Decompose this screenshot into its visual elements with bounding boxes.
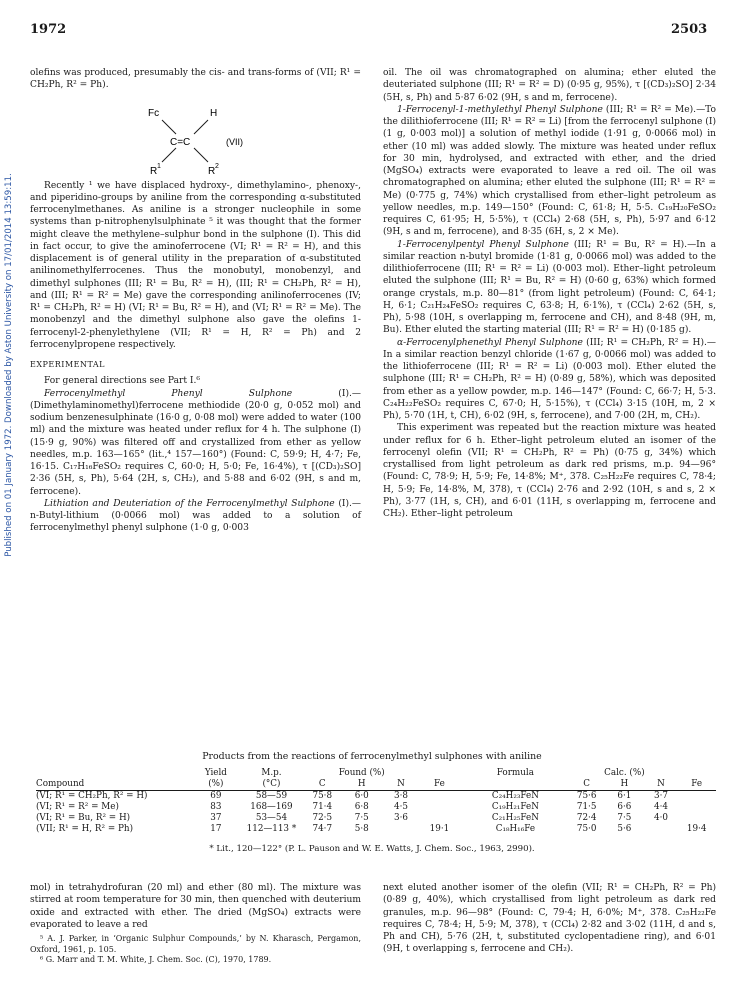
header-cell: Fe xyxy=(691,779,703,789)
download-notice xyxy=(0,150,18,580)
data-cell: C₂₁H₂₅FeN xyxy=(491,813,539,823)
data-cell: 75·0 xyxy=(576,824,597,834)
footnote: ⁵ A. J. Parker, in ‘Organic Sulphur Compounds,’ by N. Kharasch, Pergamon, Oxford, 1961, p. 105. xyxy=(30,934,361,954)
data-cell: 3·7 xyxy=(653,791,668,801)
header-cell: Yield xyxy=(204,768,227,778)
data-cell: 4·0 xyxy=(653,813,668,823)
paragraph-body: (III; R¹ = R² = Me).—To the dilithioferrocene (III; R¹ = R² = Li) [from the ferrocenyl sulphone (I) (1 g, 0·003 mol)] a solution of methyl iodide (1·91 g, 0·0066 mol) in ether (10 ml) was added slowly. The mixture was heated under reflux for 30 min, hydrolysed, and extracted with ether, and the dried (MgSO₄) extracts were evaporated to leave a red oil. The oil was chromatographed on alumina; ether eluted the sulphone (III; R¹ = R² = Me) (0·775 g, 74%) which crystallised from ether–light petroleum as yellow needles, m.p. 149—150° (Found: C, 61·8; H, 5·5. C₁₉H₂₀FeSO₂ requires C, 61·95; H, 5·5%), τ (CCl₄) 2·68 (5H, s, Ph), 5·97 and 6·12 (9H, s and m, ferrocene), and 8·35 (6H, s, 2 × Me). xyxy=(383,104,716,238)
data-cell xyxy=(417,802,461,813)
paragraph: mol) in tetrahydrofuran (20 ml) and ether (80 ml). The mixture was stirred at room temperature for 30 min, then quenched with deuterium oxide and extracted with ether. The dried (MgSO₄) extracts were evaporated to leave a red xyxy=(30,883,361,930)
data-cell: C₁₉H₂₁FeN xyxy=(491,802,539,812)
table-header-row xyxy=(36,768,716,779)
data-cell: 72·5 xyxy=(312,813,333,823)
header-cell xyxy=(677,768,716,779)
paragraph-title: 1-Ferrocenylpentyl Phenyl Sulphone xyxy=(397,239,569,250)
double-bond-label: C=C xyxy=(170,136,191,148)
bond-line xyxy=(162,148,176,162)
paragraph-body: (I).—n-Butyl-lithium (0·0066 mol) was added to a solution of ferrocenylmethyl phenyl sulphone (1·0 g, 0·003 xyxy=(30,498,361,534)
download-notice-text: Published on 01 January 1972. Downloaded by Aston University on 17/01/2014 13:59:11. xyxy=(4,173,14,557)
compound-label: (VII) xyxy=(226,136,243,147)
table-footnote: * Lit., 120—122° (P. L. Pauson and W. E. Watts, J. Chem. Soc., 1963, 2990). xyxy=(209,844,535,854)
h-label: H xyxy=(210,107,218,119)
table-row xyxy=(36,824,716,835)
data-cell: 7·5 xyxy=(617,813,632,823)
data-cell: C₁₈H₁₆Fe xyxy=(495,824,536,834)
header-cell: Calc. (%) xyxy=(604,768,645,778)
data-cell: 69 xyxy=(210,791,222,801)
paragraph: Recently ¹ we have displaced hydroxy-, dimethylamino-, phenoxy-, and piperidino-groups by aniline from the corresponding α-substituted ferrocenylmethanes. As aniline is a stronger nucleophile in some systems than p-nitrophenylsulphinate ⁵ it was thought that the former might cleave the methylene–sulphur bond in the sulphone (I). This did in fact occur, to give the aminoferrocene (VI; R¹ = R² = H), and this displacement is of general utility in the preparation of α-substituted anilinomethylferrocenes. Thus the monobutyl, monobenzyl, and dimethyl sulphones (III; R¹ = Bu, R² = H), (III; R¹ = CH₂Ph, R² = H), and (III; R¹ = R² = Me) gave the corresponding anilinoferrocenes (IV; R¹ = CH₂Ph, R² = H) (VI; R¹ = Bu, R² = H), and (VI; R¹ = R² = Me). The monobenzyl and the dimethyl sulphone also gave the olefins 1-ferrocenyl-2-phenylethylene (VII; R¹ = H, R² = Ph) and 2 ferrocenylpropene respectively. xyxy=(30,180,361,350)
header-cell: C xyxy=(318,779,326,789)
data-cell: 72·4 xyxy=(576,813,597,823)
data-cell: 7·5 xyxy=(354,813,369,823)
table-title: Products from the reactions of ferrocenylmethyl sulphones with aniline xyxy=(202,751,542,762)
data-cell: 4·4 xyxy=(653,802,668,812)
section-heading: EXPERIMENTAL xyxy=(30,360,105,369)
r1-label: R xyxy=(150,165,158,177)
paragraph xyxy=(30,498,361,535)
data-cell: 17 xyxy=(210,824,222,834)
data-cell: C₂₄H₂₃FeN xyxy=(491,791,539,801)
bottom-left-column xyxy=(30,882,361,931)
r2-label: R xyxy=(208,165,216,177)
data-cell: 6·6 xyxy=(617,802,632,812)
header-cell: C xyxy=(583,779,591,789)
header-cell xyxy=(417,768,461,779)
table-header-row xyxy=(36,779,716,791)
footnotes xyxy=(30,934,361,966)
paragraph xyxy=(383,104,716,239)
header-cell xyxy=(645,768,678,779)
bond-line xyxy=(194,120,208,134)
data-compound-cell: (VI; R¹ = Bu, R² = H) xyxy=(36,813,131,823)
fc-label: Fc xyxy=(148,107,160,119)
paragraph: This experiment was repeated but the reaction mixture was heated under reflux for 6 h. Ether–light petroleum eluted an isomer of the ferrocenyl olefin (VII; R¹ = CH₂Ph, R² = Ph) (0·75 g, 34%) which crystallised from light petroleum as dark red prisms, m.p. 94—96° (Found: C, 78·9; H, 5·9; Fe, 14·8%; M⁺, 378. C₂₅H₂₂Fe requires C, 78·4; H, 5·9; Fe, 14·8%, M, 378), τ (CCl₄) 2·76 and 2·92 (10H, s and s, 2 × Ph), 3·77 (1H, s, CH), and 6·01 (11H, s overlapping m, ferrocene and CH₂). Ether–light petroleum xyxy=(383,423,716,519)
data-cell: 4·5 xyxy=(394,802,409,812)
header-compound-cell xyxy=(36,768,195,779)
bottom-right-column xyxy=(383,882,716,956)
data-compound-cell: (VII; R¹ = H, R² = Ph) xyxy=(36,824,134,834)
table-row xyxy=(36,791,716,803)
paragraph xyxy=(383,337,716,423)
header-cell: (°C) xyxy=(262,779,281,789)
data-cell xyxy=(677,802,716,813)
data-cell: 71·5 xyxy=(576,802,597,812)
paragraph: olefins was produced, presumably the cis- and trans-forms of (VII; R¹ = CH₂Ph, R² = Ph). xyxy=(30,68,361,91)
header-cell xyxy=(569,768,604,779)
header-cell: Found (%) xyxy=(338,768,385,778)
header-cell xyxy=(385,768,418,779)
paragraph: oil. The oil was chromatographed on alumina; ether eluted the deuteriated sulphone (III; R¹ = R² = D) (0·95 g, 95%), τ [(CD₃)₂SO] 2·34 (5H, s, Ph) and 5·87 6·02 (9H, s and m, ferrocene). xyxy=(383,68,716,103)
paragraph-body: (I).—(Dimethylaminomethyl)ferrocene methiodide (20·0 g, 0·052 mol) and sodium benzenesulphinate (16·0 g, 0·08 mol) were added to water (100 ml) and the mixture was heated under reflux for 4 h. The sulphone (I) (15·9 g, 90%) was filtered off and crystallized from ether as yellow needles, m.p. 163—165° (lit.,⁴ 157—160°) (Found: C, 59·9; H, 4·7; Fe, 16·15. C₁₇H₁₆FeSO₂ requires C, 60·0; H, 5·0; Fe, 16·4%), τ [(CD₃)₂SO] 2·36 (5H, s, Ph), 5·64 (2H, s, CH₂), and 5·88 and 6·02 (9H, s and m, ferrocene). xyxy=(30,388,361,497)
data-cell: 75·8 xyxy=(312,791,333,801)
data-cell: 168—169 xyxy=(250,802,293,812)
data-cell: 53—54 xyxy=(255,813,288,823)
header-cell xyxy=(462,779,570,791)
data-cell xyxy=(417,791,461,803)
data-cell: 5·8 xyxy=(354,824,369,834)
data-cell: 3·8 xyxy=(394,791,409,801)
data-cell xyxy=(677,813,716,824)
data-cell: 58—59 xyxy=(255,791,288,801)
paragraph-title: Ferrocenylmethyl Phenyl Sulphone xyxy=(44,388,293,399)
data-cell: 71·4 xyxy=(312,802,333,812)
data-cell xyxy=(645,824,678,835)
header-cell: (%) xyxy=(208,779,224,789)
data-cell: 74·7 xyxy=(312,824,333,834)
data-cell: 5·6 xyxy=(617,824,632,834)
bond-line xyxy=(194,148,208,162)
paragraph: next eluted another isomer of the olefin (VII; R¹ = CH₂Ph, R² = Ph) (0·89 g, 40%), which crystallised from light petroleum as dark red granules, m.p. 96—98° (Found: C, 79·4; H, 6·0%; M⁺, 378. C₂₅H₂₂Fe requires C, 78·4; H, 5·9; M, 378), τ (CCl₄) 2·82 and 3·02 (11H, d and s, Ph and CH), 5·76 (2H, t, substituted cyclopentadiene ring), and 6·01 (9H, t overlapping s, ferrocene and CH₂). xyxy=(383,883,716,955)
data-cell: 3·6 xyxy=(394,813,409,823)
paragraph xyxy=(383,239,716,337)
paragraph-title: Lithiation and Deuteriation of the Ferrocenylmethyl Sulphone xyxy=(44,498,335,509)
header-cell: Fe xyxy=(434,779,445,789)
paragraph-title: α-Ferrocenylphenethyl Phenyl Sulphone xyxy=(397,337,583,348)
right-column xyxy=(383,67,716,520)
r2-superscript: 2 xyxy=(215,162,219,170)
header-cell: Formula xyxy=(496,768,534,778)
footnote: ⁶ G. Marr and T. M. White, J. Chem. Soc. (C), 1970, 1789. xyxy=(40,955,272,964)
header-year: 1972 xyxy=(30,22,67,37)
paragraph-title: 1-Ferrocenyl-1-methylethyl Phenyl Sulphone xyxy=(397,104,603,115)
olefin-structure-diagram xyxy=(130,92,270,180)
data-cell: 19·4 xyxy=(686,824,707,834)
header-page-number: 2503 xyxy=(671,22,708,37)
data-cell xyxy=(417,813,461,824)
header-cell xyxy=(306,768,339,779)
products-table xyxy=(36,768,716,835)
data-cell: 6·0 xyxy=(354,791,369,801)
table-row xyxy=(36,802,716,813)
data-compound-cell: (VI; R¹ = CH₂Ph, R² = H) xyxy=(36,791,148,801)
table-row xyxy=(36,813,716,824)
data-cell xyxy=(677,791,716,803)
paragraph xyxy=(30,388,361,498)
data-compound-cell: (VI; R¹ = R² = Me) xyxy=(36,802,119,812)
table-body xyxy=(36,791,716,836)
bond-line xyxy=(162,120,176,134)
data-cell: 75·6 xyxy=(576,791,597,801)
header-compound-cell: Compound xyxy=(36,779,85,789)
data-cell: 83 xyxy=(210,802,222,812)
data-cell xyxy=(385,824,418,835)
header-cell: H xyxy=(620,779,629,789)
paragraph: For general directions see Part I.⁶ xyxy=(44,376,201,387)
header-cell: N xyxy=(657,779,665,789)
data-cell: 37 xyxy=(210,813,222,823)
data-cell: 19·1 xyxy=(429,824,450,834)
paragraph-body: (III; R¹ = CH₂Ph, R² = H).—In a similar reaction benzyl chloride (1·67 g, 0·0066 mol) was added to the lithioferrocene (III; R¹ = R² = Li) (0·003 mol). Ether eluted the sulphone (III; R¹ = CH₂Ph, R² = H) (0·89 g, 58%), which was deposited from ether as a yellow powder, m.p. 146—147° (Found: C, 66·7; H, 5·3. C₂₄H₂₂FeSO₂ requires C, 67·0; H, 5·15%), τ (CCl₄) 3·15 (10H, m, 2 × Ph), 5·70 (1H, t, CH), 6·02 (9H, s, ferrocene), and 7·00 (2H, m, CH₂). xyxy=(383,337,716,421)
data-cell: 6·1 xyxy=(617,791,632,801)
left-column xyxy=(30,67,361,535)
r1-superscript: 1 xyxy=(157,162,161,170)
structure-vii xyxy=(130,92,361,180)
header-cell: H xyxy=(357,779,366,789)
data-cell: 6·8 xyxy=(354,802,369,812)
paragraph-body: (III; R¹ = Bu, R² = H).—In a similar reaction n-butyl bromide (1·81 g, 0·0066 mol) was added to the dilithioferrocene (III; R¹ = R² = Li) (0·003 mol). Ether–light petroleum eluted the sulphone (III; R¹ = Bu, R² = H) (0·60 g, 63%) which formed orange crystals, m.p. 80—81° (from light petroleum) (Found: C, 64·1; H, 6·1; C₂₁H₂₄FeSO₂ requires C, 63·8; H, 6·1%), τ (CCl₄) 2·62 (5H, s, Ph), 5·98 (10H, s overlapping m, ferrocene and CH), and 8·48 (9H, m, Bu). Ether eluted the starting material (III; R¹ = R² = H) (0·185 g). xyxy=(383,239,716,336)
header-cell: N xyxy=(397,779,405,789)
data-cell: 112—113 * xyxy=(246,824,297,834)
header-cell: M.p. xyxy=(261,768,282,778)
